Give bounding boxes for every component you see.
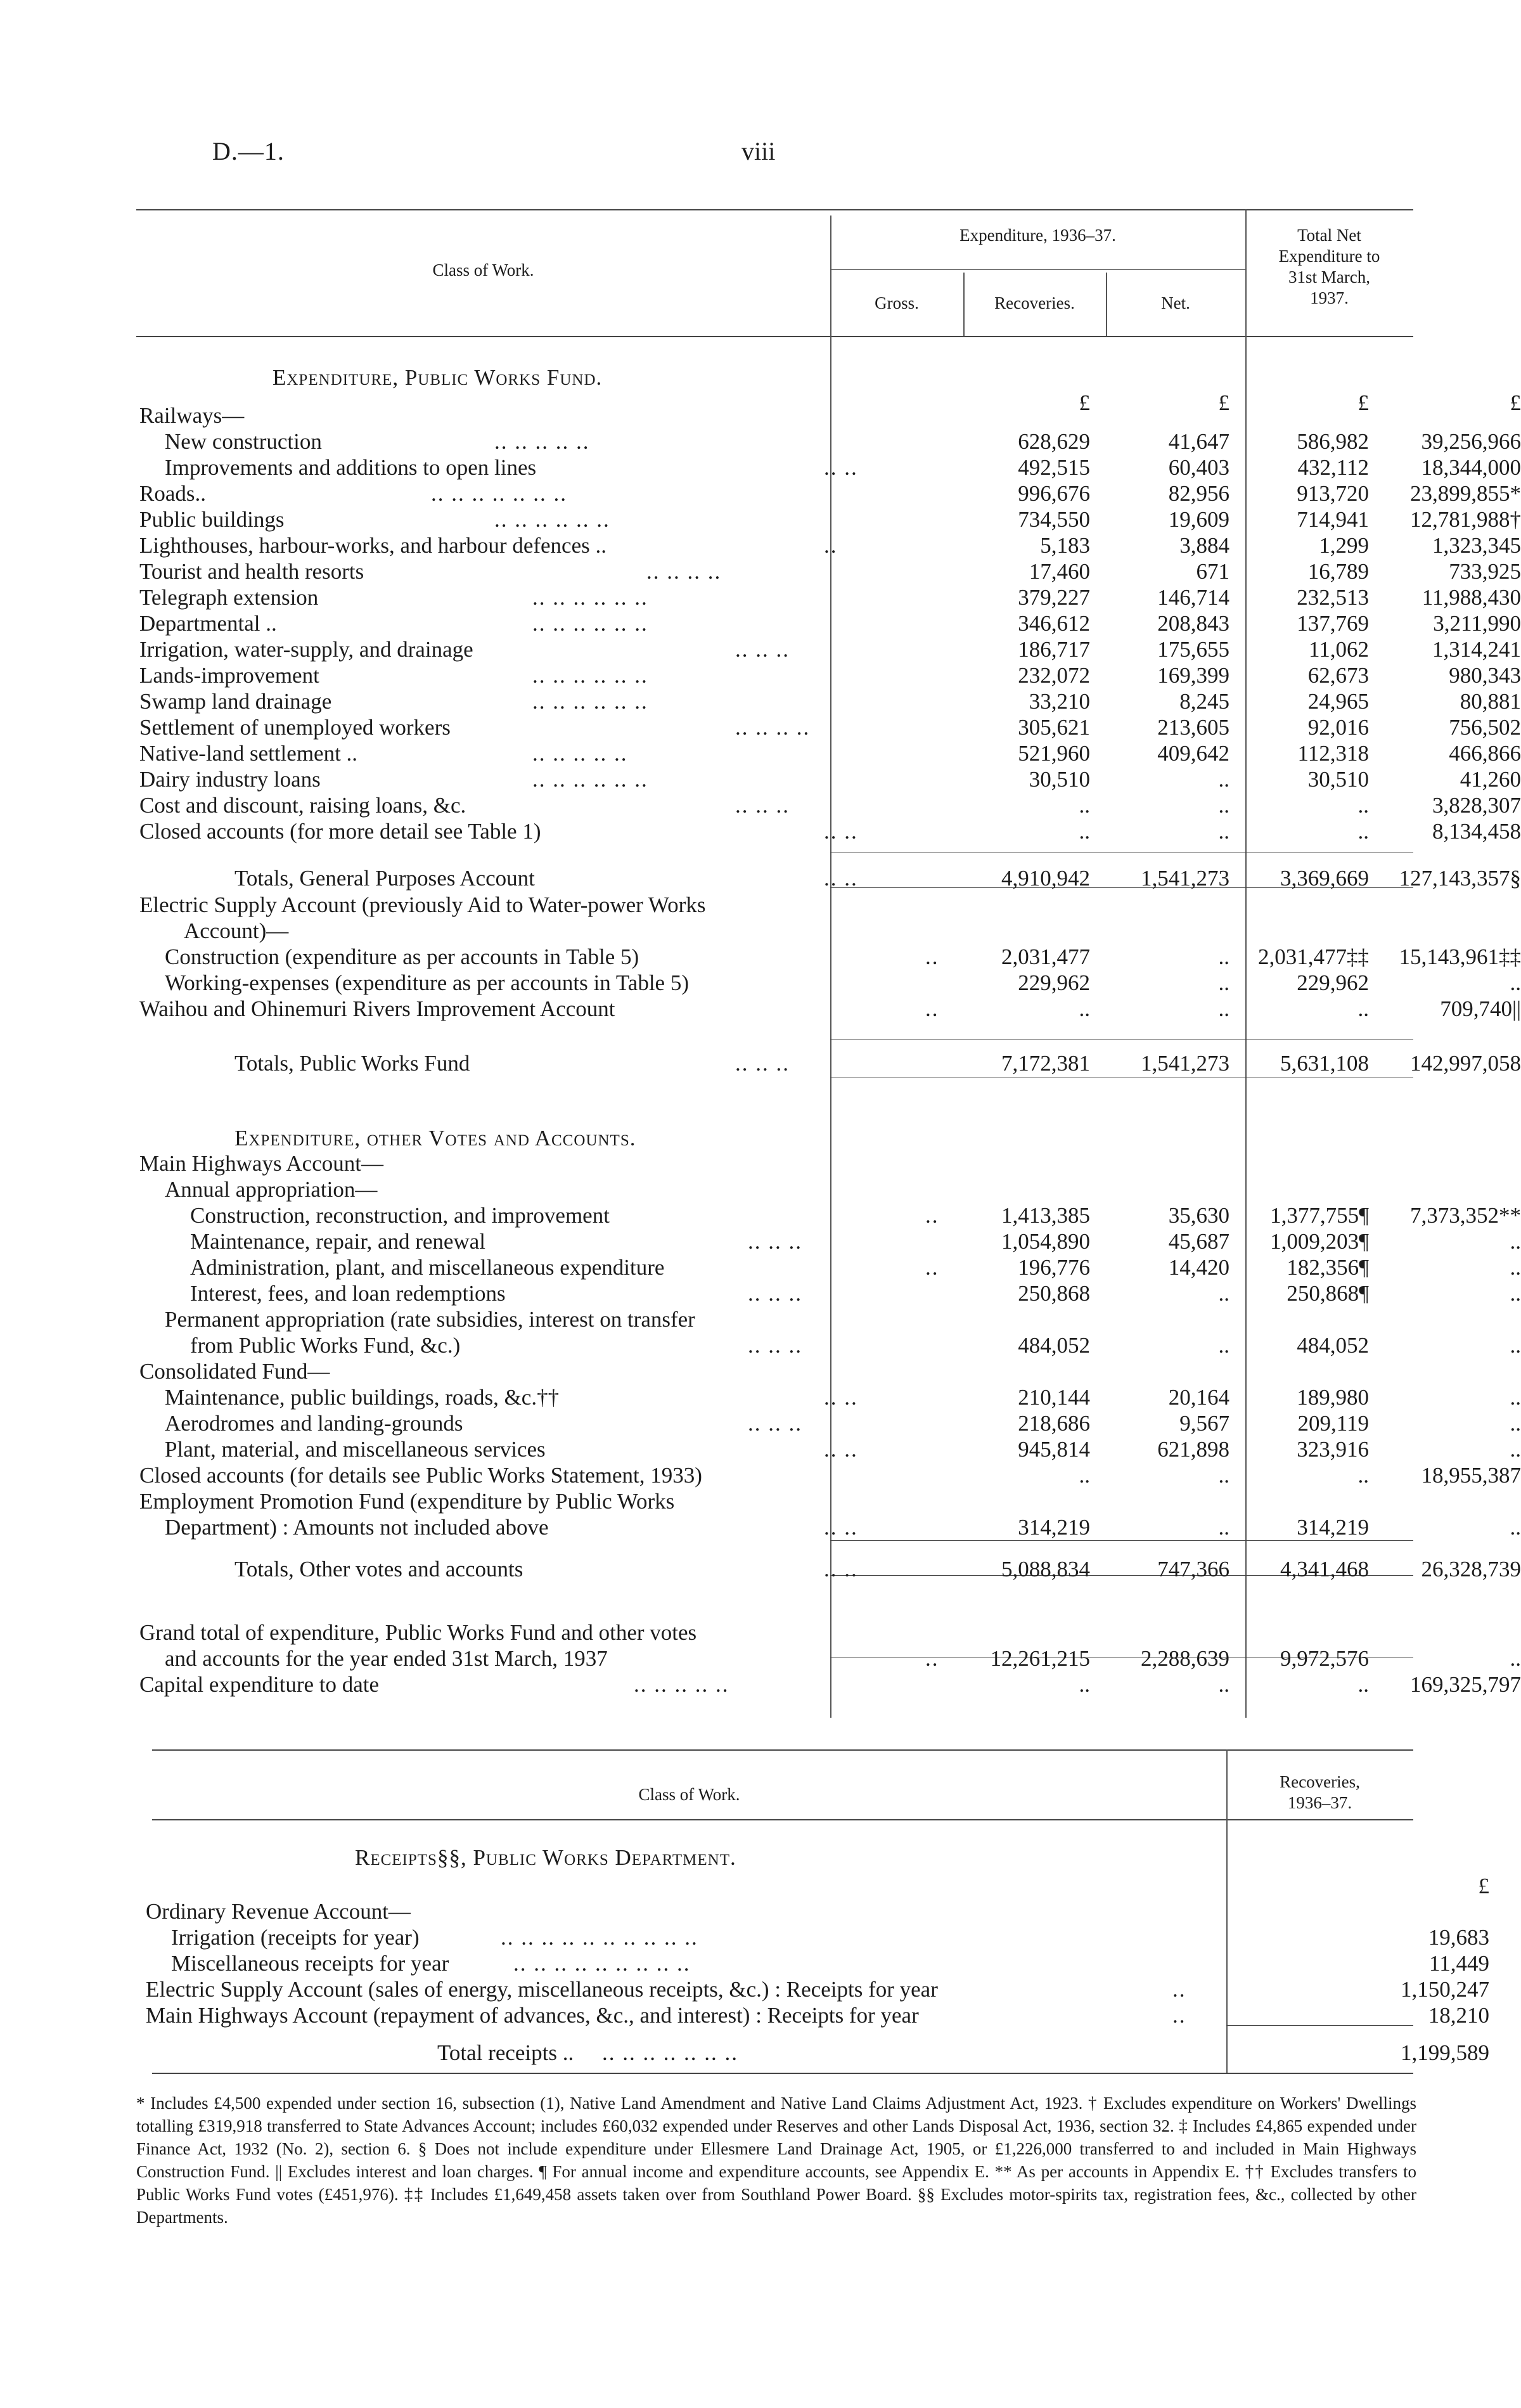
gross-cell: 229,962	[1018, 970, 1090, 995]
leader-dots: .. .. .. .. .. .. ..	[431, 481, 567, 506]
net-cell: 112,318	[1297, 741, 1369, 766]
currency-row: £ £ £ £	[1079, 390, 1521, 415]
row-label: Irrigation, water-supply, and drainage	[139, 637, 473, 662]
net-cell: ..	[1357, 819, 1369, 844]
total-net-cell: 709,740||	[1440, 996, 1521, 1021]
total-net-cell: 7,373,352**	[1410, 1203, 1521, 1228]
leader-dots: .. .. .. .. ..	[494, 429, 590, 454]
leader-dots: ..	[824, 533, 838, 558]
row-label: Department) : Amounts not included above	[165, 1515, 549, 1540]
gross-cell: 218,686	[1018, 1411, 1090, 1436]
total-net-cell: 3,211,990	[1433, 611, 1521, 636]
leader-dots: .. .. .. ..	[646, 559, 722, 584]
leader-dots: ..	[925, 1646, 939, 1671]
table-row	[139, 1436, 1521, 1462]
leader-dots: .. .. .. .. .. ..	[494, 507, 610, 532]
row-label: Totals, Public Works Fund	[234, 1051, 470, 1076]
gross-cell: 379,227	[1018, 585, 1090, 610]
gross-cell: 4,910,942	[1001, 866, 1090, 891]
net-cell: 9,972,576	[1280, 1646, 1369, 1671]
row-label: Interest, fees, and loan redemptions	[190, 1281, 506, 1306]
gross-cell: 521,960	[1018, 741, 1090, 766]
recoveries-cell: 20,164	[1168, 1385, 1229, 1410]
gross-cell: 305,621	[1018, 715, 1090, 740]
gross-cell: 33,210	[1029, 689, 1090, 714]
net-header: Net.	[1161, 293, 1190, 312]
row-label: Improvements and additions to open lines	[165, 455, 537, 480]
table-row	[139, 1050, 1521, 1076]
row-label: Closed accounts (for more detail see Table 1)	[139, 819, 541, 844]
total-net-cell: ..	[1510, 1281, 1521, 1306]
net-cell: 229,962	[1297, 970, 1369, 995]
table-row	[139, 1228, 1521, 1254]
leader-dots: .. .. ..	[748, 1229, 802, 1254]
net-cell: 189,980	[1297, 1385, 1369, 1410]
table-row	[139, 1280, 1521, 1306]
recoveries-cell: 35,630	[1168, 1203, 1229, 1228]
table-row	[139, 944, 1521, 970]
recoveries-cell: 19,609	[1168, 507, 1229, 532]
row-label: Grand total of expenditure, Public Works Fund and other votes	[139, 1620, 697, 1645]
total-net-cell: ..	[1510, 1333, 1521, 1358]
row-label: Totals, Other votes and accounts	[234, 1557, 523, 1581]
total-net-cell: 1,323,345	[1432, 533, 1521, 558]
gross-cell: 250,868	[1018, 1281, 1090, 1306]
receipts-row	[146, 2002, 1489, 2028]
table-row	[139, 1462, 1521, 1488]
receipts-row	[146, 2040, 1489, 2066]
row-label: Native-land settlement ..	[139, 741, 358, 766]
table-row	[139, 970, 1521, 996]
row-label: Employment Promotion Fund (expenditure by Public Works	[139, 1489, 675, 1514]
leader-dots: .. .. ..	[735, 793, 790, 818]
total-net-cell: ..	[1510, 970, 1521, 995]
table-row	[139, 454, 1521, 480]
net-cell: 484,052	[1297, 1333, 1369, 1358]
table-row	[139, 865, 1521, 891]
net-cell: ..	[1357, 793, 1369, 818]
receipts-row	[146, 1950, 1489, 1976]
total-net-cell: 23,899,855*	[1410, 481, 1521, 506]
net-cell: 314,219	[1297, 1515, 1369, 1540]
row-label: Capital expenditure to date	[139, 1672, 380, 1697]
leader-dots: .. ..	[824, 1437, 858, 1462]
row-label: Plant, material, and miscellaneous services	[165, 1437, 546, 1462]
recoveries-cell: 45,687	[1168, 1229, 1229, 1254]
table-row	[139, 1202, 1521, 1228]
total-net-cell: 127,143,357§	[1399, 866, 1521, 891]
gross-cell: 186,717	[1018, 637, 1090, 662]
gross-cell: 232,072	[1018, 663, 1090, 688]
total-net-cell: 80,881	[1460, 689, 1521, 714]
gross-cell: ..	[1079, 996, 1090, 1021]
gross-cell: 17,460	[1029, 559, 1090, 584]
net-cell: ..	[1357, 1463, 1369, 1488]
gross-cell: 1,413,385	[1001, 1203, 1090, 1228]
net-cell: 1,009,203¶	[1270, 1229, 1369, 1254]
net-cell: 62,673	[1307, 663, 1369, 688]
total-net-cell: 39,256,966	[1421, 429, 1521, 454]
total-net-cell: 1,314,241	[1432, 637, 1521, 662]
leader-dots: ..	[925, 1203, 939, 1228]
leader-dots: .. .. .. .. .. ..	[532, 767, 648, 792]
net-cell: 182,356¶	[1287, 1255, 1369, 1280]
row-label: Maintenance, public buildings, roads, &c.††	[165, 1385, 560, 1410]
row-label: Departmental ..	[139, 611, 277, 636]
total-net-cell: ..	[1510, 1437, 1521, 1462]
gross-cell: 196,776	[1018, 1255, 1090, 1280]
row-label: Railways—	[139, 403, 245, 428]
row-label: Lighthouses, harbour-works, and harbour defences ..	[139, 533, 606, 558]
gross-cell: 484,052	[1018, 1333, 1090, 1358]
leader-dots: .. .. ..	[748, 1333, 802, 1358]
gross-cell: 628,629	[1018, 429, 1090, 454]
receipt-label: Total receipts ..	[437, 2040, 574, 2065]
table-row	[139, 1645, 1521, 1671]
net-cell: 250,868¶	[1287, 1281, 1369, 1306]
leader-dots: .. .. ..	[748, 1281, 802, 1306]
table-row	[139, 918, 1401, 944]
row-label: Working-expenses (expenditure as per accounts in Table 5)	[165, 970, 689, 995]
net-cell: 432,112	[1297, 455, 1369, 480]
leader-dots: .. .. .. .. .. ..	[532, 689, 648, 714]
gross-cell: 945,814	[1018, 1437, 1090, 1462]
row-label: Swamp land drainage	[139, 689, 332, 714]
recoveries-cell: 9,567	[1179, 1411, 1229, 1436]
leader-dots: .. .. ..	[735, 1051, 790, 1076]
recoveries-cell: 3,884	[1179, 533, 1229, 558]
table-row	[139, 740, 1521, 766]
table-row	[139, 1176, 1401, 1202]
net-cell: 714,941	[1297, 507, 1369, 532]
gross-cell: 1,054,890	[1001, 1229, 1090, 1254]
table-row	[139, 688, 1521, 714]
page-number: viii	[741, 137, 776, 165]
total-net-cell: ..	[1510, 1515, 1521, 1540]
total-net-cell: 169,325,797	[1410, 1672, 1521, 1697]
net-cell: 92,016	[1307, 715, 1369, 740]
receipt-label: Ordinary Revenue Account—	[146, 1899, 411, 1924]
total-net-cell: 12,781,988†	[1410, 507, 1521, 532]
recoveries-cell: 1,541,273	[1141, 866, 1229, 891]
recoveries-cell: 208,843	[1157, 611, 1229, 636]
gross-cell: 346,612	[1018, 611, 1090, 636]
row-label: Consolidated Fund—	[139, 1359, 330, 1384]
table-row	[139, 1514, 1521, 1540]
row-label: Public buildings	[139, 507, 285, 532]
table-row	[139, 428, 1521, 454]
receipts-class-of-work-header: Class of Work.	[638, 1785, 740, 1804]
total-net-cell: ..	[1510, 1646, 1521, 1671]
row-label: New construction	[165, 429, 322, 454]
total-net-cell: 756,502	[1449, 715, 1521, 740]
gross-cell: ..	[1079, 1672, 1090, 1697]
leader-dots: .. .. .. .. .. .. .. .. ..	[513, 1951, 691, 1976]
receipts-row	[146, 1898, 1407, 1924]
leader-dots: .. .. .. .. .. ..	[532, 585, 648, 610]
net-cell: 2,031,477‡‡	[1258, 944, 1369, 969]
leader-dots: ..	[925, 996, 939, 1021]
expenditure-group-header: Expenditure, 1936–37.	[959, 226, 1116, 245]
row-label: Telegraph extension	[139, 585, 319, 610]
receipt-label: Electric Supply Account (sales of energy, miscellaneous receipts, &c.) : Receipts for year	[146, 1977, 938, 2002]
recoveries-cell: 621,898	[1157, 1437, 1229, 1462]
recoveries-cell: 60,403	[1168, 455, 1229, 480]
total-net-cell: 466,866	[1449, 741, 1521, 766]
leader-dots: .. .. .. ..	[735, 715, 811, 740]
receipt-value: 1,150,247	[1401, 1977, 1489, 2002]
recoveries-cell: ..	[1218, 944, 1229, 969]
receipts-row	[146, 1976, 1489, 2002]
total-net-cell: 18,344,000	[1421, 455, 1521, 480]
table-row	[139, 1488, 1401, 1514]
net-cell: 24,965	[1307, 689, 1369, 714]
row-label: Totals, General Purposes Account	[234, 866, 535, 891]
total-net-cell: 41,260	[1460, 767, 1521, 792]
gross-cell: 210,144	[1018, 1385, 1090, 1410]
leader-dots: .. .. ..	[735, 637, 790, 662]
row-label: Main Highways Account—	[139, 1151, 383, 1176]
receipt-label: Main Highways Account (repayment of advances, &c., and interest) : Receipts for year	[146, 2003, 919, 2028]
gross-cell: 996,676	[1018, 481, 1090, 506]
recoveries-cell: ..	[1218, 996, 1229, 1021]
row-label: and accounts for the year ended 31st March, 1937	[165, 1646, 608, 1671]
recoveries-cell: 169,399	[1157, 663, 1229, 688]
net-cell: 16,789	[1307, 559, 1369, 584]
receipts-currency-row: £	[1478, 1874, 1489, 1898]
section-heading-other: Expenditure, other Votes and Accounts.	[234, 1126, 636, 1150]
total-net-cell: 11,988,430	[1422, 585, 1521, 610]
gross-cell: 7,172,381	[1001, 1051, 1090, 1076]
total-net-cell: 980,343	[1449, 663, 1521, 688]
gross-cell: ..	[1079, 819, 1090, 844]
total-net-cell: 733,925	[1449, 559, 1521, 584]
recoveries-cell: ..	[1218, 1672, 1229, 1697]
recoveries-cell: ..	[1218, 1515, 1229, 1540]
receipts-row	[146, 1924, 1489, 1950]
gross-cell: 5,088,834	[1001, 1557, 1090, 1581]
recoveries-cell: ..	[1218, 793, 1229, 818]
receipt-value: 11,449	[1429, 1951, 1489, 1976]
gross-cell: 5,183	[1040, 533, 1090, 558]
row-label: Dairy industry loans	[139, 767, 321, 792]
total-net-cell: ..	[1510, 1385, 1521, 1410]
total-net-cell: ..	[1510, 1229, 1521, 1254]
table-row	[139, 662, 1521, 688]
row-label: Annual appropriation—	[165, 1177, 378, 1202]
table-row	[139, 1384, 1521, 1410]
gross-cell: 314,219	[1018, 1515, 1090, 1540]
net-cell: 232,513	[1297, 585, 1369, 610]
table-row	[139, 1671, 1521, 1697]
table-row	[139, 506, 1521, 532]
row-label: Lands-improvement	[139, 663, 319, 688]
row-label: Permanent appropriation (rate subsidies, interest on transfer	[165, 1307, 695, 1332]
receipt-value: 1,199,589	[1401, 2040, 1489, 2065]
gross-cell: 30,510	[1029, 767, 1090, 792]
net-cell: 1,377,755¶	[1270, 1203, 1369, 1228]
gross-cell: ..	[1079, 793, 1090, 818]
row-label: Tourist and health resorts	[139, 559, 364, 584]
recoveries-cell: 82,956	[1168, 481, 1229, 506]
receipts-section-heading: Receipts§§, Public Works Department.	[355, 1845, 736, 1870]
row-label: from Public Works Fund, &c.)	[190, 1333, 461, 1358]
table-row	[139, 636, 1521, 662]
recoveries-cell: 2,288,639	[1141, 1646, 1229, 1671]
table-row	[139, 558, 1521, 584]
table-row	[139, 818, 1521, 844]
net-cell: 3,369,669	[1280, 866, 1369, 891]
row-label: Account)—	[184, 918, 289, 943]
row-label: Construction, reconstruction, and improvement	[190, 1203, 610, 1228]
table-row	[139, 402, 1401, 428]
leader-dots: .. .. ..	[748, 1411, 802, 1436]
leader-dots: .. ..	[824, 866, 858, 891]
row-label: Settlement of unemployed workers	[139, 715, 451, 740]
row-label: Maintenance, repair, and renewal	[190, 1229, 485, 1254]
leader-dots: ..	[1172, 2003, 1186, 2028]
leader-dots: .. .. .. .. .. .. ..	[602, 2040, 738, 2065]
class-of-work-header: Class of Work.	[432, 261, 534, 280]
recoveries-cell: ..	[1218, 819, 1229, 844]
recoveries-cell: 175,655	[1157, 637, 1229, 662]
table-row	[139, 1332, 1521, 1358]
table-row	[139, 480, 1521, 506]
gross-cell: ..	[1079, 1463, 1090, 1488]
gross-cell: 12,261,215	[990, 1646, 1090, 1671]
gross-cell: 2,031,477	[1001, 944, 1090, 969]
leader-dots: .. .. .. .. .. ..	[532, 611, 648, 636]
net-cell: 5,631,108	[1280, 1051, 1369, 1076]
receipt-label: Irrigation (receipts for year)	[171, 1925, 420, 1950]
row-label: Roads..	[139, 481, 206, 506]
recoveries-cell: 409,642	[1157, 741, 1229, 766]
table-row	[139, 1358, 1401, 1384]
leader-dots: .. ..	[824, 455, 858, 480]
net-cell: 586,982	[1297, 429, 1369, 454]
total-net-cell: ..	[1510, 1255, 1521, 1280]
receipts-recoveries-header: Recoveries, 1936–37.	[1280, 1772, 1360, 1812]
table-row	[139, 1556, 1521, 1582]
recoveries-cell: ..	[1218, 1333, 1229, 1358]
net-cell: 323,916	[1297, 1437, 1369, 1462]
net-cell: 11,062	[1309, 637, 1369, 662]
table-row	[139, 766, 1521, 792]
receipt-value: 18,210	[1428, 2003, 1489, 2028]
recoveries-cell: 146,714	[1157, 585, 1229, 610]
leader-dots: .. .. .. .. .. .. .. .. .. ..	[501, 1925, 698, 1950]
row-label: Closed accounts (for details see Public Works Statement, 1933)	[139, 1463, 702, 1488]
gross-cell: 734,550	[1018, 507, 1090, 532]
leader-dots: .. ..	[824, 1385, 858, 1410]
row-label: Electric Supply Account (previously Aid to Water-power Works	[139, 892, 706, 917]
recoveries-cell: 747,366	[1157, 1557, 1229, 1581]
row-label: Waihou and Ohinemuri Rivers Improvement Account	[139, 996, 615, 1021]
table-row	[139, 1410, 1521, 1436]
leader-dots: .. ..	[824, 1515, 858, 1540]
recoveries-cell: 41,647	[1168, 429, 1229, 454]
total-net-cell: 8,134,458	[1432, 819, 1521, 844]
receipt-value: 19,683	[1428, 1925, 1489, 1950]
footnotes: * Includes £4,500 expended under section 16, subsection (1), Native Land Amendment and Native Land Claims Adjustment Act, 1923. † Excludes expenditure on Workers' Dwellings totalling £319,918 transferred to State Advances Account; includes £60,032 expended under Reserves and other Lands Disposal Act, 1936, section 32. ‡ Includes £4,865 expended under Finance Act, 1932 (No. 2), section 6. § Does not include expenditure under Ellesmere Land Drainage Act, 1905, or £1,226,000 transferred to and included in Main Highways Construction Fund. || Excludes interest and loan charges. ¶ For annual income and expenditure accounts, see Appendix E. ** As per accounts in Appendix E. †† Excludes transfers to Public Works Fund votes (£451,976). ‡‡ Includes £1,649,458 assets taken over from Southland Power Board. §§ Excludes motor-spirits tax, registration fees, &c., collected by other Departments.	[136, 2094, 1416, 2227]
net-cell: 913,720	[1297, 481, 1369, 506]
leader-dots: .. ..	[824, 819, 858, 844]
row-label: Aerodromes and landing-grounds	[165, 1411, 463, 1436]
recoveries-cell: 671	[1196, 559, 1229, 584]
table-row	[139, 584, 1521, 610]
gross-header: Gross.	[875, 293, 919, 312]
net-cell: 1,299	[1319, 533, 1369, 558]
table-row	[139, 1619, 1401, 1645]
net-cell: 209,119	[1297, 1411, 1369, 1436]
recoveries-header: Recoveries.	[994, 293, 1075, 312]
total-net-cell: 3,828,307	[1432, 793, 1521, 818]
recoveries-cell: 1,541,273	[1141, 1051, 1229, 1076]
net-cell: 137,769	[1297, 611, 1369, 636]
recoveries-cell: ..	[1218, 970, 1229, 995]
total-net-cell: 15,143,961‡‡	[1399, 944, 1521, 969]
row-label: Construction (expenditure as per accounts in Table 5)	[165, 944, 639, 969]
row-label: Cost and discount, raising loans, &c.	[139, 793, 466, 818]
recoveries-cell: 213,605	[1157, 715, 1229, 740]
table-row	[139, 532, 1521, 558]
leader-dots: ..	[1172, 1977, 1186, 2002]
leader-dots: .. .. .. .. .. ..	[532, 663, 648, 688]
leader-dots: .. ..	[824, 1557, 858, 1581]
net-cell: 4,341,468	[1280, 1557, 1369, 1581]
net-cell: ..	[1357, 996, 1369, 1021]
total-net-cell: 142,997,058	[1410, 1051, 1521, 1076]
leader-dots: .. .. .. .. ..	[634, 1672, 729, 1697]
table-row	[139, 1150, 1401, 1176]
total-net-cell: ..	[1510, 1411, 1521, 1436]
table-row	[139, 1254, 1521, 1280]
leader-dots: .. .. .. .. ..	[532, 741, 628, 766]
recoveries-cell: ..	[1218, 767, 1229, 792]
recoveries-cell: 8,245	[1179, 689, 1229, 714]
table-row	[139, 892, 1401, 918]
total-net-cell: 26,328,739	[1421, 1557, 1521, 1581]
receipt-label: Miscellaneous receipts for year	[171, 1951, 449, 1976]
recoveries-cell: ..	[1218, 1281, 1229, 1306]
table-row	[139, 714, 1521, 740]
total-net-header: Total Net Expenditure to 31st March, 1937.	[1278, 226, 1380, 307]
leader-dots: ..	[925, 1255, 939, 1280]
net-cell: 30,510	[1307, 767, 1369, 792]
gross-cell: 492,515	[1018, 455, 1090, 480]
row-label: Administration, plant, and miscellaneous expenditure	[190, 1255, 665, 1280]
table-row	[139, 610, 1521, 636]
table-row	[139, 996, 1521, 1022]
net-cell: ..	[1357, 1672, 1369, 1697]
section-heading-pwf: Expenditure, Public Works Fund.	[273, 365, 603, 390]
recoveries-cell: 14,420	[1168, 1255, 1229, 1280]
total-net-cell: 18,955,387	[1421, 1463, 1521, 1488]
leader-dots: ..	[925, 944, 939, 969]
recoveries-cell: ..	[1218, 1463, 1229, 1488]
table-row	[139, 792, 1521, 818]
page-ref: D.—1.	[212, 137, 285, 165]
table-row	[139, 1306, 1401, 1332]
